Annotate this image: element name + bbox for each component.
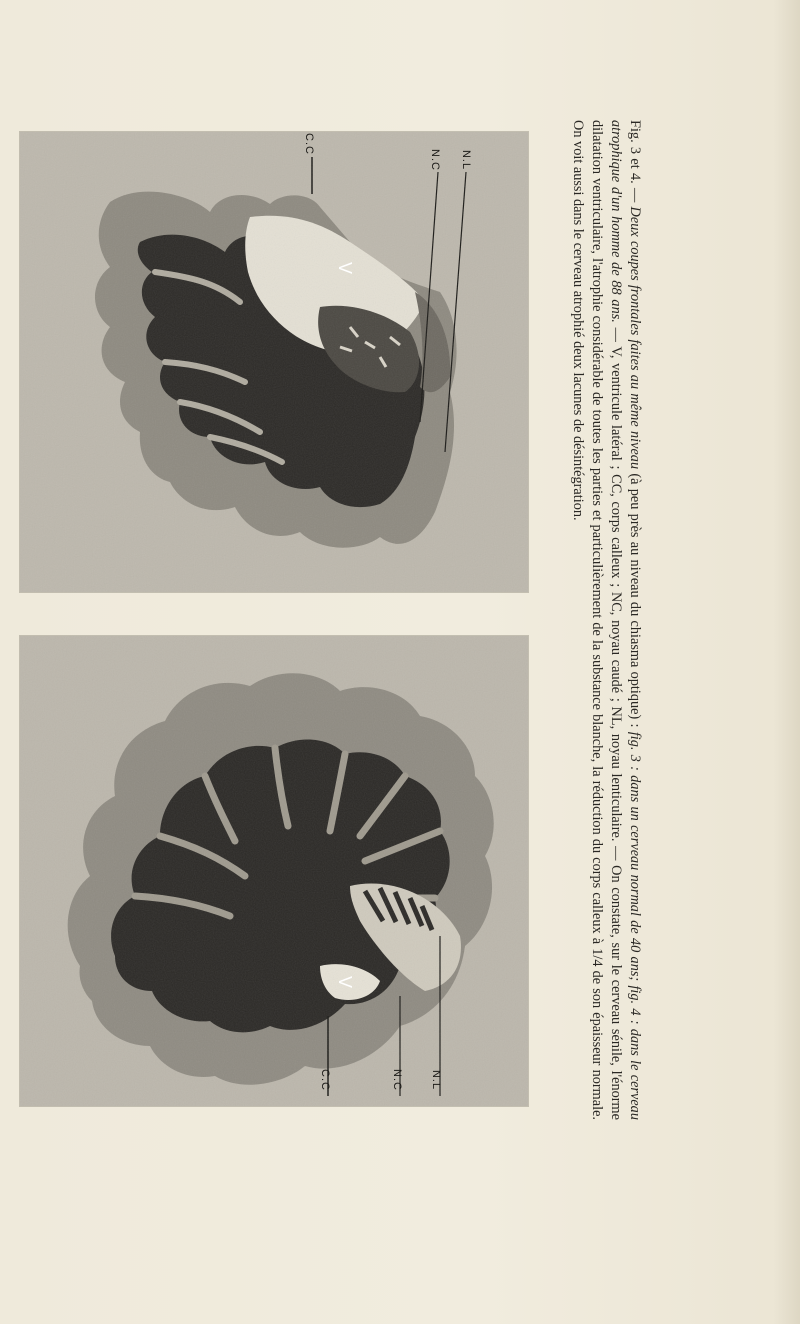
label-nc: N.C [428, 149, 441, 171]
caption-title: Deux coupes frontales faites au même niveau [627, 206, 643, 470]
caption-legend: — V, ventricule latéral ; CC, corps calleux ; NC, noyau caudé ; NL, noyau lenticulaire. — On constate, sur le cerveau sénile, l'énorme dilatation ventriculaire, l'atrophie considérable de toutes les parties et particulièrement de la substance blanche, la réduction du corps calleux à 1/4 de son épaisseur normale. On voit aussi dans le cerveau atrophié deux lacunes de désintégration. [570, 120, 624, 1120]
label-nc: N.C [390, 1069, 403, 1091]
photo-grain [20, 636, 528, 1106]
label-nl: N.L [460, 149, 473, 171]
label-nl: N.L [430, 1069, 443, 1091]
label-cc: C.C [302, 133, 315, 155]
photo-grain [20, 132, 528, 592]
caption-lead: Fig. 3 et 4. — [627, 120, 643, 207]
figure-3-brain-section-image [20, 636, 528, 1106]
label-v: V [335, 261, 356, 276]
figure-4-brain-section-image [20, 132, 528, 592]
figure-3-normal-brain-plate [20, 636, 528, 1106]
figure-caption-block [554, 120, 644, 1120]
caption-figure-refs: fig. 3 : dans un cerveau normal de 40 ans; fig. 4 : dans le cerveau atrophique d'un homme de 88 ans. [608, 120, 643, 1120]
label-cc: C.C [318, 1069, 331, 1091]
figure-4-atrophic-brain-plate [20, 132, 528, 592]
label-v: V [335, 975, 356, 990]
caption-title-rest: (à peu près au niveau du chiasma optique) : [627, 469, 643, 732]
figure-caption [568, 120, 644, 1120]
page-edge-shadow [774, 0, 800, 1324]
